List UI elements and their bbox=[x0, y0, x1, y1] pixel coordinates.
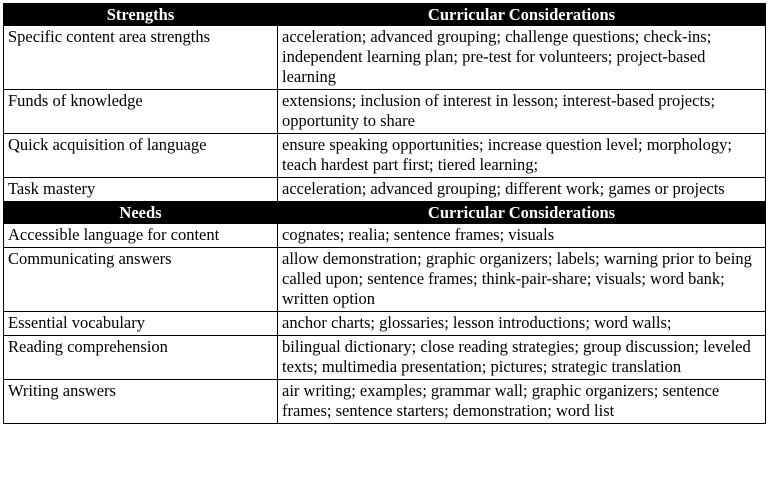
category-cell: Task mastery bbox=[4, 178, 278, 202]
table-row bbox=[4, 312, 766, 336]
table-row bbox=[4, 248, 766, 312]
section-header-considerations: Curricular Considerations bbox=[278, 202, 766, 224]
category-cell: Specific content area strengths bbox=[4, 26, 278, 90]
category-cell: Writing answers bbox=[4, 380, 278, 424]
category-cell: Accessible language for content bbox=[4, 224, 278, 248]
category-cell: Funds of knowledge bbox=[4, 90, 278, 134]
section-header-category: Strengths bbox=[4, 4, 278, 26]
considerations-cell: extensions; inclusion of interest in lesson; interest-based projects; opportunity to share bbox=[278, 90, 766, 134]
considerations-cell: cognates; realia; sentence frames; visuals bbox=[278, 224, 766, 248]
table-row bbox=[4, 134, 766, 178]
considerations-cell: ensure speaking opportunities; increase question level; morphology; teach hardest part first; tiered learning; bbox=[278, 134, 766, 178]
category-cell: Communicating answers bbox=[4, 248, 278, 312]
considerations-cell: acceleration; advanced grouping; different work; games or projects bbox=[278, 178, 766, 202]
table-row bbox=[4, 336, 766, 380]
table-row bbox=[4, 224, 766, 248]
category-cell: Quick acquisition of language bbox=[4, 134, 278, 178]
curricular-considerations-table bbox=[3, 3, 766, 424]
section-header-considerations: Curricular Considerations bbox=[278, 4, 766, 26]
considerations-cell: allow demonstration; graphic organizers; labels; warning prior to being called upon; sentence frames; think-pair-share; visuals; word bank; written option bbox=[278, 248, 766, 312]
section-header-row bbox=[4, 202, 766, 224]
table-body bbox=[4, 4, 766, 424]
table-row bbox=[4, 90, 766, 134]
category-cell: Reading comprehension bbox=[4, 336, 278, 380]
considerations-cell: air writing; examples; grammar wall; graphic organizers; sentence frames; sentence starters; demonstration; word list bbox=[278, 380, 766, 424]
category-cell: Essential vocabulary bbox=[4, 312, 278, 336]
table-row bbox=[4, 26, 766, 90]
considerations-cell: bilingual dictionary; close reading strategies; group discussion; leveled texts; multimedia presentation; pictures; strategic translation bbox=[278, 336, 766, 380]
section-header-category: Needs bbox=[4, 202, 278, 224]
section-header-row bbox=[4, 4, 766, 26]
considerations-cell: acceleration; advanced grouping; challenge questions; check-ins; independent learning plan; pre-test for volunteers; project-based learning bbox=[278, 26, 766, 90]
table-row bbox=[4, 380, 766, 424]
table-row bbox=[4, 178, 766, 202]
considerations-cell: anchor charts; glossaries; lesson introductions; word walls; bbox=[278, 312, 766, 336]
